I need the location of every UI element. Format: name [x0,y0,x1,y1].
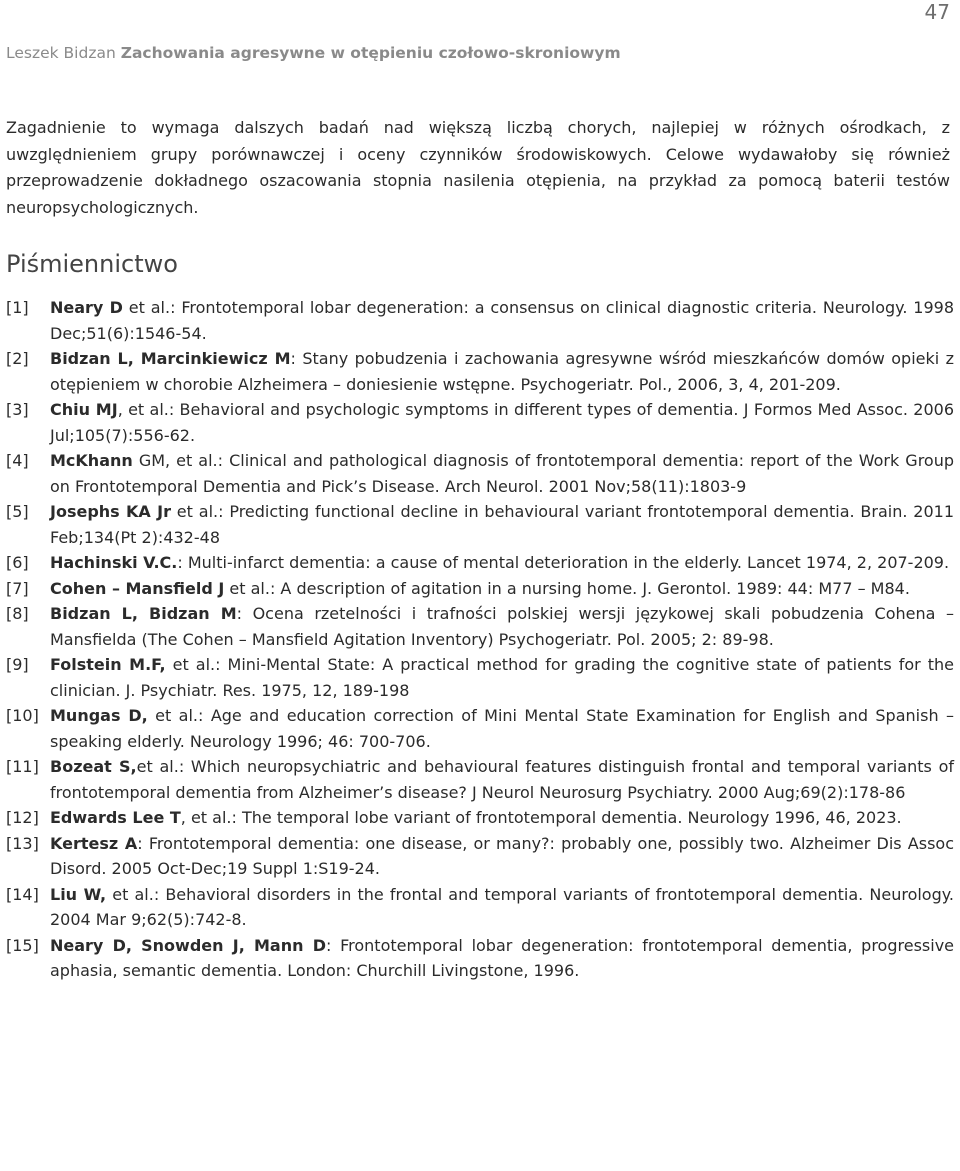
reference-item [6,652,954,703]
reference-authors: Josephs KA Jr [50,502,171,521]
running-head-author: Leszek Bidzan [6,44,116,62]
reference-etal: , et al. [180,808,232,827]
reference-text: : Age and education correction of Mini Mental State Examination for English and Spanish – speaking elderly. Neurology 1996; 46: 700-706. [50,706,954,751]
reference-number: [7] [6,578,29,598]
reference-number: [5] [6,502,29,521]
section-heading: Piśmiennictwo [6,250,178,278]
reference-text: : Behavioral and psychologic symptoms in different types of dementia. J Formos Med Assoc. 2006 Jul;105(7):556-62. [50,400,955,445]
reference-text: : Ocena rzetelności i trafności polskiej wersji językowej skali pobudzenia Cohena – Mansfielda (The Cohen – Mansfield Agitation Inventory) Psychogeriatr. Pol. 2005; 2: 89-98. [50,604,955,649]
reference-text: : The temporal lobe variant of frontotemporal dementia. Neurology 1996, 46, 2023. [231,808,902,827]
reference-authors: Cohen – Mansfield J [50,578,225,598]
reference-etal: et al. [170,502,219,521]
reference-text: : Mini-Mental State: A practical method for grading the cognitive state of patients for the clinician. J. Psychiatr. Res. 1975, 12, 189-198 [50,655,954,700]
reference-item [6,703,954,754]
reference-authors: Folstein M.F, [50,655,166,674]
reference-list [6,295,954,984]
reference-authors: McKhann [50,451,133,470]
reference-item [6,882,954,933]
reference-text: : Frontotemporal lobar degeneration: frontotemporal dementia, progressive aphasia, semantic dementia. London: Churchill Livingstone, 1996. [50,935,955,980]
reference-text: : A description of agitation in a nursing home. J. Gerontol. 1989: 44: M77 – M84. [269,578,910,598]
reference-number: [14] [6,884,39,904]
reference-item [6,448,954,499]
reference-text: : Multi-infarct dementia: a cause of mental deterioration in the elderly. Lancet 1974, 2, 207-209. [177,553,950,572]
reference-item [6,499,954,550]
page-number: 47 [924,0,950,24]
reference-item [6,576,954,602]
reference-authors: Bozeat S, [50,757,137,776]
reference-number: [4] [6,451,29,470]
reference-text: : Clinical and pathological diagnosis of frontotemporal dementia: report of the Work Group on Frontotemporal Dementia and Pick’s Disease. Arch Neurol. 2001 Nov;58(11):1803-9 [50,451,955,496]
reference-number: [10] [6,706,39,725]
reference-authors: Kertesz A [50,833,138,853]
reference-item [6,831,954,882]
reference-item [6,295,954,346]
reference-etal: et al. [165,655,216,674]
reference-text: : Frontotemporal lobar degeneration: a consensus on clinical diagnostic criteria. Neurology. 1998 Dec;51(6):1546-54. [50,298,955,343]
reference-number: [1] [6,298,29,317]
reference-text: : Which neuropsychiatric and behavioural features distinguish frontal and temporal variants of frontotemporal dementia from Alzheimer’s disease? J Neurol Neurosurg Psychiatry. 2000 Aug;69(2):178-86 [50,757,955,802]
reference-text: : Stany pobudzenia i zachowania agresywne wśród mieszkańców domów opieki z otępieniem w chorobie Alzheimera – doniesienie wstępne. Psychogeriatr. Pol., 2006, 3, 4, 201-209. [50,349,955,394]
reference-number: [3] [6,400,29,419]
reference-number: [13] [6,833,39,853]
reference-item [6,601,954,652]
reference-authors: Neary D [50,298,123,317]
reference-item [6,397,954,448]
reference-number: [2] [6,349,29,368]
reference-number: [11] [6,757,39,776]
reference-authors: Edwards Lee T [50,808,181,827]
reference-item [6,754,954,805]
reference-item [6,346,954,397]
body-paragraph: Zagadnienie to wymaga dalszych badań nad większą liczbą chorych, najlepiej w różnych ośrodkach, z uwzględnieniem grupy porównawczej i oceny czynników środowiskowych. Celowe wydawałoby się również przeprowadzenie dokładnego oszacowania stopnia nasilenia otępienia, na przykład za pomocą baterii testów neuropsychologicznych. [6,118,950,217]
reference-authors: Bidzan L, Bidzan M [50,604,237,623]
reference-number: [6] [6,553,29,572]
reference-authors: Hachinski V.C. [50,553,178,572]
reference-number: [9] [6,655,29,674]
reference-text: : Predicting functional decline in behavioural variant frontotemporal dementia. Brain. 2011 Feb;134(Pt 2):432-48 [50,502,955,547]
reference-authors: Liu W, [50,884,107,904]
reference-item [6,550,954,576]
reference-authors: Chiu MJ [50,400,118,419]
running-head-title: Zachowania agresywne w otępieniu czołowo-skroniowym [120,44,621,62]
reference-number: [12] [6,808,39,827]
reference-text: : Behavioral disorders in the frontal and temporal variants of frontotemporal dementia. Neurology. 2004 Mar 9;62(5):742-8. [50,884,955,929]
reference-authors: Mungas D, [50,706,148,725]
reference-etal: et al. [224,578,270,598]
reference-etal: , et al. [117,400,169,419]
reference-etal: GM, et al. [132,451,218,470]
running-head [6,44,621,62]
reference-item [6,805,954,831]
reference-text: : Frontotemporal dementia: one disease, or many?: probably one, possibly two. Alzheimer Dis Assoc Disord. 2005 Oct-Dec;19 Suppl 1:S19-24. [50,833,954,878]
reference-number: [15] [6,935,39,955]
reference-etal: et al. [147,706,199,725]
reference-authors: Neary D, Snowden J, Mann D [50,935,326,955]
reference-etal: et al. [136,757,179,776]
reference-authors: Bidzan L, Marcinkiewicz M [50,349,291,368]
reference-item [6,933,954,984]
reference-etal: et al. [122,298,171,317]
reference-etal: et al. [106,884,154,904]
reference-number: [8] [6,604,29,623]
